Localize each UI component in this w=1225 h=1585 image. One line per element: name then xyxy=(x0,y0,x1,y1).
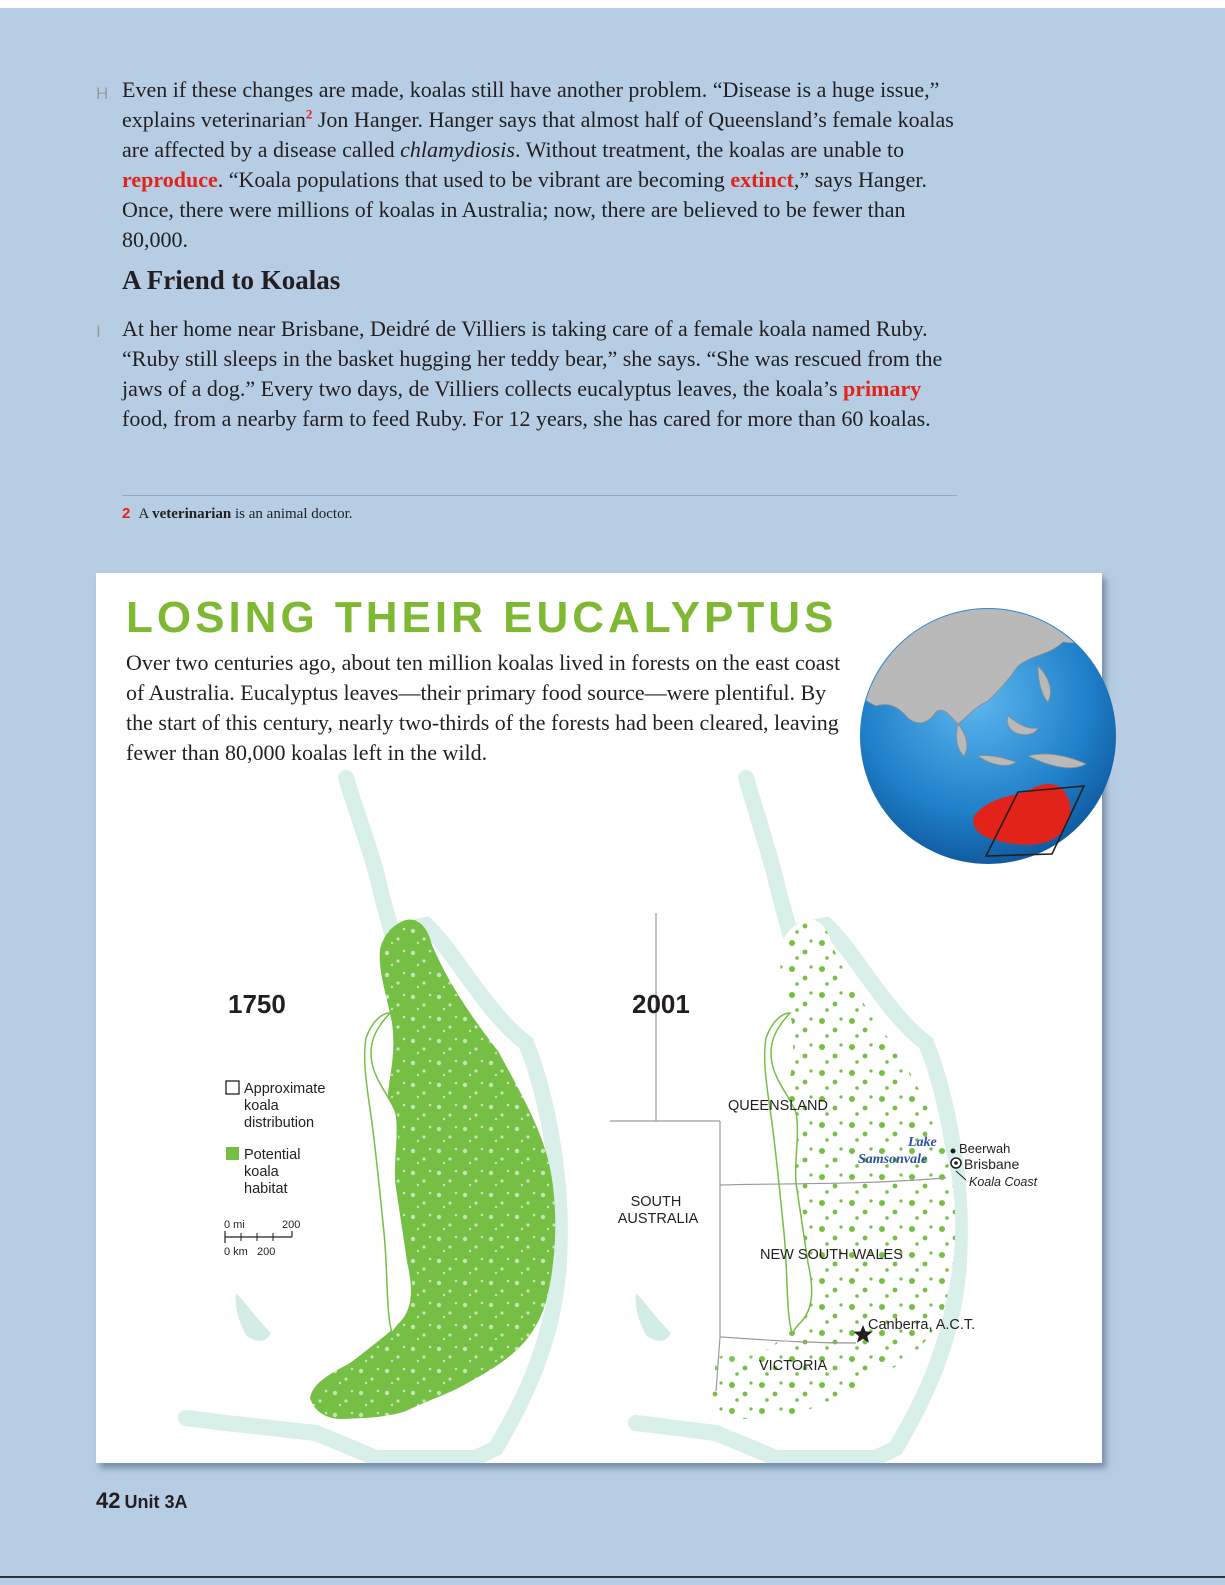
page-number: 42 xyxy=(96,1488,121,1513)
bottom-rule xyxy=(0,1576,1225,1578)
svg-text:Potential koala xyxy=(244,1147,304,1197)
legend-distribution-line-2: koala xyxy=(244,1098,279,1114)
locator-globe xyxy=(858,606,1118,866)
page-footer xyxy=(96,1488,187,1514)
place-label-canberra: Canberra, A.C.T. xyxy=(868,1317,976,1333)
paragraph-h-text-1: Even if these changes are made, koalas still have another problem. “Disease is a huge issue,” explains veterinarian xyxy=(122,77,940,132)
map-1750 xyxy=(186,778,560,1458)
map-legend xyxy=(226,1081,329,1197)
state-label-victoria: VICTORIA xyxy=(759,1358,828,1374)
vocab-word-reproduce[interactable]: reproduce xyxy=(122,167,218,192)
year-label-1750: 1750 xyxy=(228,989,286,1019)
paragraph-h xyxy=(122,75,962,255)
habitat-swatch xyxy=(226,1147,239,1160)
legend-distribution-line-1: Approximate xyxy=(244,1081,326,1097)
distribution-swatch xyxy=(226,1081,239,1094)
state-label-queensland: QUEENSLAND xyxy=(728,1098,828,1114)
svg-text:Approximate koala xyxy=(244,1081,329,1131)
footnote-reference[interactable]: 2 xyxy=(305,106,313,122)
unit-label: Unit 3A xyxy=(124,1492,188,1512)
footnote-term: veterinarian xyxy=(152,506,232,522)
tasmania-hint-2001 xyxy=(636,1293,671,1341)
place-label-beerwah: Beerwah xyxy=(959,1141,1011,1156)
place-label-lake-1: Lake xyxy=(908,1135,937,1150)
infographic-text: Over two centuries ago, about ten million koalas lived in forests on the east coast of Australia. Eucalyptus leaves—their primary food source—were plentiful. By the start of this century, nearly two-thirds of the forests had been cleared, leaving fewer than 80,000 koalas left in the wild. xyxy=(126,650,841,765)
footnote-divider xyxy=(122,495,957,496)
paragraph-i-text-1: At her home near Brisbane, Deidré de Villiers is taking care of a female koala named Ruby. “Ruby still sleeps in the basket hugging her teddy bear,” she says. “She was rescued from the jaws of a dog.” Every two days, de Villiers collects eucalyptus leaves, the koala’s xyxy=(122,316,943,401)
state-label-nsw: NEW SOUTH WALES xyxy=(760,1247,903,1263)
legend-habitat-line-3: habitat xyxy=(244,1181,288,1197)
paragraph-h-text-2: Jon Hanger. Hanger says that almost half of Queensland’s female koalas are affected by a disease called xyxy=(122,107,954,162)
place-label-koala-coast: Koala Coast xyxy=(969,1175,1038,1189)
state-label-south-australia-1: SOUTH xyxy=(630,1194,682,1210)
footnote-text-pre: A xyxy=(138,506,153,522)
place-label-lake-2: Samsonvale xyxy=(858,1152,928,1167)
paragraph-h-text-3: . Without treatment, the koalas are unable to xyxy=(514,137,905,162)
map-2001 xyxy=(610,778,1038,1458)
scale-mi-label: 0 mi xyxy=(224,1219,245,1231)
legend-habitat-line-1: Potential xyxy=(244,1147,301,1163)
beerwah-marker xyxy=(951,1149,956,1154)
footnote xyxy=(122,505,353,523)
place-label-brisbane: Brisbane xyxy=(964,1156,1020,1172)
paragraph-h-text-4: . “Koala populations that used to be vibrant are becoming xyxy=(217,167,731,192)
top-band xyxy=(0,0,1225,8)
footnote-text-post: is an animal doctor. xyxy=(231,506,353,522)
footnote-number: 2 xyxy=(122,505,131,522)
legend-distribution-line-3: distribution xyxy=(244,1115,315,1131)
vocab-word-extinct[interactable]: extinct xyxy=(730,167,794,192)
infographic-title: LOSING THEIR EUCALYPTUS xyxy=(126,593,838,642)
paragraph-i xyxy=(122,314,962,434)
legend-habitat-line-2: koala xyxy=(244,1164,279,1180)
state-label-south-australia-2: AUSTRALIA xyxy=(617,1211,699,1227)
scale-km-value: 200 xyxy=(257,1246,276,1258)
paragraph-marker-h: H xyxy=(96,84,109,103)
paragraph-i-text-2: food, from a nearby farm to feed Ruby. For 12 years, she has cared for more than 60 koalas. xyxy=(122,406,931,431)
svg-text:SOUTH AUSTRALIA xyxy=(618,1194,699,1227)
paragraph-marker-i: I xyxy=(96,322,101,341)
section-heading: A Friend to Koalas xyxy=(122,265,341,295)
scale-mi-value: 200 xyxy=(282,1219,301,1231)
vocab-word-primary[interactable]: primary xyxy=(843,376,922,401)
scale-bar xyxy=(224,1219,300,1258)
paragraph-h-text-5: ,” says Hanger. Once, there were millions of koalas in Australia; now, there are believed to be fewer than 80,000. xyxy=(122,167,928,252)
disease-name: chlamydiosis xyxy=(400,137,515,162)
scale-km-label: 0 km xyxy=(224,1246,248,1258)
tasmania-hint-1750 xyxy=(236,1293,271,1341)
year-label-2001: 2001 xyxy=(632,989,690,1019)
